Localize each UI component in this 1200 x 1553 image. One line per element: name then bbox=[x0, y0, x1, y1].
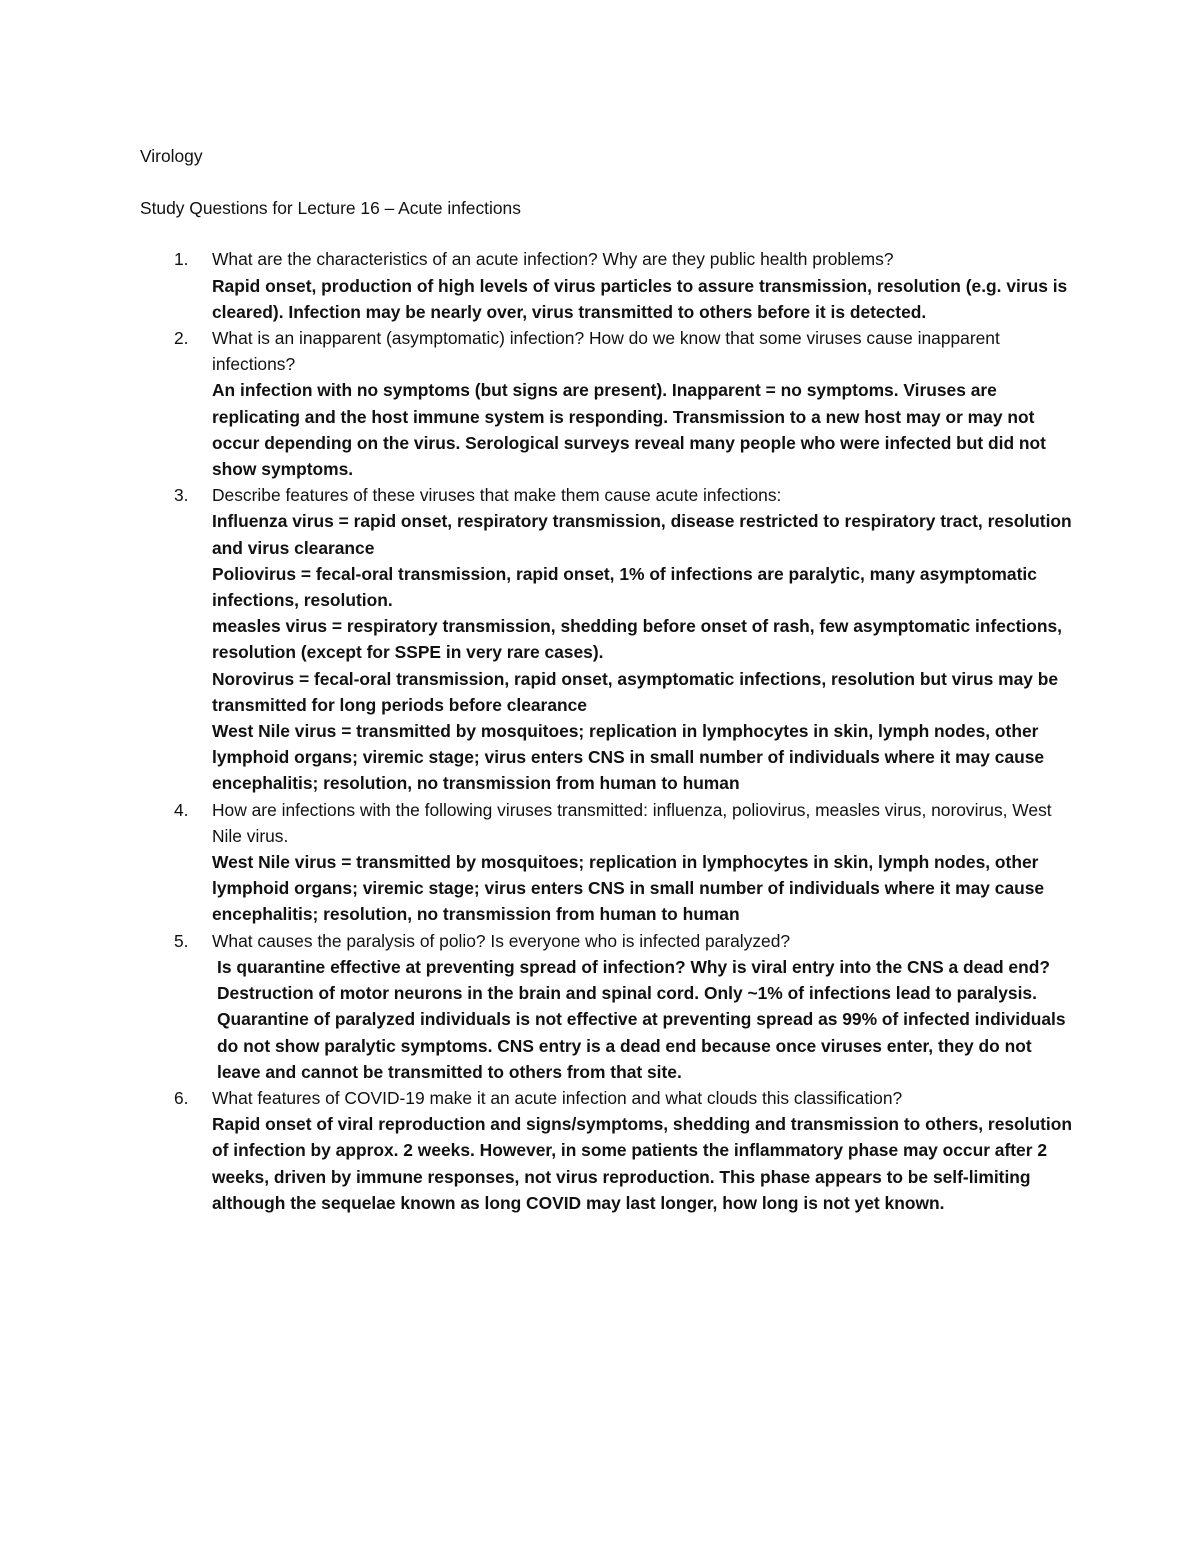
answer-influenza: Influenza virus = rapid onset, respiratory transmission, disease restricted to respiratory tract, resolution and virus clearance bbox=[212, 511, 1072, 558]
question-item-1 bbox=[140, 246, 1080, 325]
question-number: 6. bbox=[174, 1087, 189, 1108]
question-text: How are infections with the following viruses transmitted: influenza, poliovirus, measles virus, norovirus, West Nile virus. bbox=[212, 799, 1052, 846]
question-number: 5. bbox=[174, 930, 189, 951]
document-subtitle: Study Questions for Lecture 16 – Acute infections bbox=[140, 198, 521, 219]
question-number: 3. bbox=[174, 485, 189, 506]
answer-norovirus: Norovirus = fecal-oral transmission, rapid onset, asymptomatic infections, resolution but virus may be transmitted for long periods before clearance bbox=[212, 668, 1059, 715]
question-number: 4. bbox=[174, 799, 189, 820]
question-text: What are the characteristics of an acute infection? Why are they public health problems? bbox=[212, 249, 894, 270]
question-item-6 bbox=[140, 1085, 1080, 1216]
answer-text: Rapid onset of viral reproduction and signs/symptoms, shedding and transmission to others, resolution of infection by approx. 2 weeks. However, in some patients the inflammatory phase may occur after 2 weeks, driven by immune responses, not virus reproduction. This phase appears to be self-limiting although the sequelae known as long COVID may last longer, how long is not yet known. bbox=[212, 1114, 1072, 1213]
question-text: What causes the paralysis of polio? Is everyone who is infected paralyzed? bbox=[212, 930, 791, 951]
document-title: Virology bbox=[140, 146, 203, 166]
answer-measles: measles virus = respiratory transmission, shedding before onset of rash, few asymptomatic infections, resolution (except for SSPE in very rare cases). bbox=[212, 616, 1062, 663]
answer-text: An infection with no symptoms (but signs are present). Inapparent = no symptoms. Viruses are replicating and the host immune system is responding. Transmission to a new host may or may not occur depending on the virus. Serological surveys reveal many people who were infected but did not show symptoms. bbox=[212, 380, 1046, 480]
answer-text: Rapid onset, production of high levels of virus particles to assure transmission, resolution (e.g. virus is cleared). Infection may be nearly over, virus transmitted to others before it is detected. bbox=[212, 275, 1068, 322]
answer-poliovirus: Poliovirus = fecal-oral transmission, rapid onset, 1% of infections are paralytic, many asymptomatic infections, resolution. bbox=[212, 563, 1037, 611]
question-item-4 bbox=[140, 797, 1080, 928]
question-list bbox=[140, 246, 1080, 1216]
answer-text: West Nile virus = transmitted by mosquitoes; replication in lymphocytes in skin, lymph nodes, other lymphoid organs; viremic stage; virus enters CNS in small number of individuals where it may cause encephalitis; resolution, no transmission from human to human bbox=[212, 852, 1045, 925]
question-text: What features of COVID-19 make it an acute infection and what clouds this classification? bbox=[212, 1087, 903, 1108]
question-number: 2. bbox=[174, 328, 189, 349]
question-number: 1. bbox=[174, 249, 189, 270]
answer-west-nile: West Nile virus = transmitted by mosquitoes; replication in lymphocytes in skin, lymph nodes, other lymphoid organs; viremic stage; virus enters CNS in small number of individuals where it may cause encephalitis; resolution, no transmission from human to human bbox=[212, 721, 1045, 794]
answer-text: Is quarantine effective at preventing spread of infection? Why is viral entry into the CNS a dead end? Destruction of motor neurons in the brain and spinal cord. Only ~1% of infections lead to paralysis. Quarantine of paralyzed individuals is not effective at preventing spread as 99% of infected individuals do not show paralytic symptoms. CNS entry is a dead end because once viruses enter, they do not leave and cannot be transmitted to others from that site. bbox=[217, 956, 1066, 1082]
document-page bbox=[140, 143, 1080, 1216]
question-item-5 bbox=[140, 928, 1080, 1085]
question-text: What is an inapparent (asymptomatic) infection? How do we know that some viruses cause inapparent infections? bbox=[212, 328, 1000, 375]
question-item-2 bbox=[140, 325, 1080, 482]
question-item-3 bbox=[140, 482, 1080, 796]
question-text: Describe features of these viruses that make them cause acute infections: bbox=[212, 485, 782, 506]
